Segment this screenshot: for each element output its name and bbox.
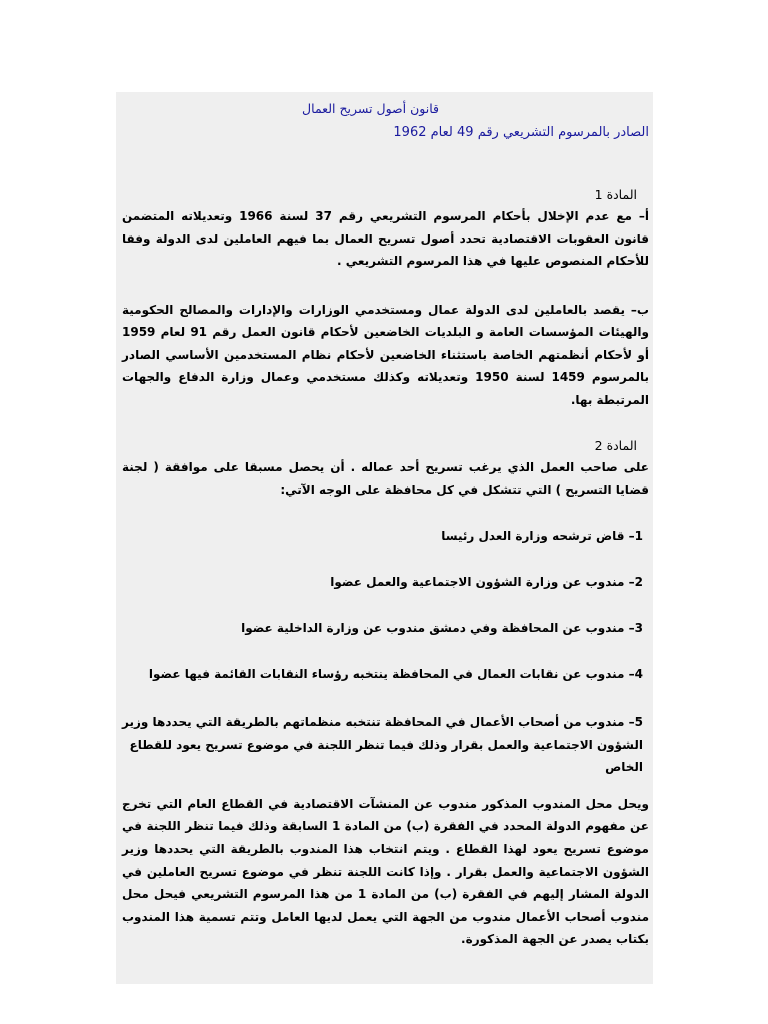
committee-member-1: 1– قاض ترشحه وزارة العدل رئيسا xyxy=(441,529,643,544)
article-2-heading: المادة 2 xyxy=(594,438,637,454)
article-1-paragraph-b: ب– يقصد بالعاملين لدى الدولة عمال ومستخدمي الوزارات والإدارات والمصالح الحكومية والهيئات المؤسسات العامة و البلديات الخاضعين لأحكام قانون العمل رقم 91 لعام 1959 أو لأحكام أنظمتهم الخاصة باستثناء الخاضعين لأحكام نظام المستخدمين الأساسي الصادر بالمرسوم 1459 لسنة 1950 وتعديلاته وكذلك مستخدمي وعمال وزارة الدفاع والجهات المرتبطة بها. xyxy=(122,302,650,407)
document-body xyxy=(116,92,653,951)
committee-member-4: 4– مندوب عن نقابات العمال في المحافظة ينتخبه رؤساء النقابات القائمة فيها عضوا xyxy=(148,667,643,682)
committee-member-5: 5– مندوب من أصحاب الأعمال في المحافظة تنتخبه منظماتهم بالطريقة التي يحددها وزير الشؤون الاجتماعية والعمل بقرار وذلك فيما تنظر اللجنة في موضوع تسريح يعود للقطاع الخاص xyxy=(122,715,643,775)
committee-member-2: 2– مندوب عن وزارة الشؤون الاجتماعية والعمل عضوا xyxy=(330,575,643,590)
article-2-intro: على صاحب العمل الذي يرغب تسريح أحد عماله . أن يحصل مسبقا على موافقة ( لجنة قضايا التسريح ) التي تتشكل في كل محافظة على الوجه الآتي: xyxy=(122,460,649,497)
document-subtitle: الصادر بالمرسوم التشريعي رقم 49 لعام 1962 xyxy=(393,124,649,140)
document-title: قانون أصول تسريح العمال xyxy=(302,101,439,116)
article-2-closing: ويحل محل المندوب المذكور مندوب عن المنشآت الاقتصادية في القطاع العام التي تخرج عن مفهوم الدولة المحدد في الفقرة (ب) من المادة 1 السابقة وذلك فيما تنظر اللجنة في موضوع تسريح يعود لهذا القطاع . ويتم انتخاب هذا المندوب بالطريقة التي يحددها وزير الشؤون الاجتماعية والعمل بقرار . وإذا كانت اللجنة تنظر في موضوع تسريح العاملين في الدولة المشار إليهم في الفقرة (ب) من المادة 1 من هذا المرسوم التشريعي فيحل محل مندوب أصحاب الأعمال مندوب من الجهة التي يعمل لديها العامل وتتم تسمية هذا المندوب بكتاب يصدر عن الجهة المذكورة. xyxy=(122,796,649,947)
article-1-paragraph-a: أ– مع عدم الإخلال بأحكام المرسوم التشريعي رقم 37 لسنة 1966 وتعديلاته المتضمن قانون العقوبات الاقتصادية تحدد أصول تسريح العمال بما فيهم العاملين لدى الدولة وفقا للأحكام المنصوص عليها في هذا المرسوم التشريعي . xyxy=(122,209,649,269)
article-1-heading: المادة 1 xyxy=(594,187,637,203)
committee-member-3: 3– مندوب عن المحافظة وفي دمشق مندوب عن وزارة الداخلية عضوا xyxy=(241,621,643,636)
